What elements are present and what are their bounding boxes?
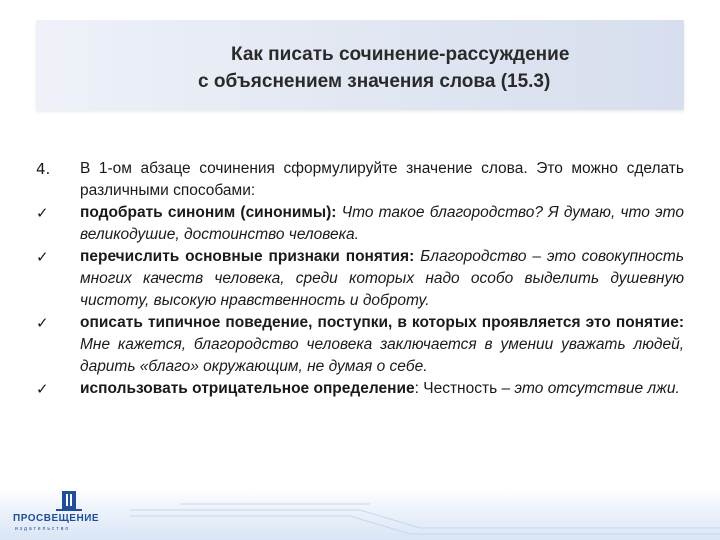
list-item-features	[36, 246, 684, 312]
title-banner	[36, 20, 684, 110]
list-item-negative	[36, 378, 684, 400]
list-item-behavior	[36, 312, 684, 378]
list-item-intro	[36, 158, 684, 202]
prosveshchenie-logo-icon	[56, 491, 82, 511]
checkmark-icon: ✓	[36, 380, 49, 398]
item-lead: использовать отрицательное определение	[80, 380, 415, 397]
checkmark-icon: ✓	[36, 314, 49, 332]
list-number: 4.	[36, 160, 51, 178]
item-example: Что такое благородство? Я думаю, что это великодушие, достоинство человека.	[80, 204, 684, 243]
item-lead: подобрать синоним (синонимы):	[80, 204, 337, 221]
publisher-logo-subtitle: издательство	[15, 526, 71, 532]
footer-decoration	[0, 488, 720, 540]
checkmark-icon: ✓	[36, 248, 49, 266]
page-title-line-1: Как писать сочинение-рассуждение	[231, 44, 570, 65]
item-connector: : Честность –	[414, 380, 515, 397]
content-list	[36, 158, 684, 400]
item-example: это отсутствие лжи.	[514, 380, 680, 397]
item-example: Благородство – это совокупность многих качеств человека, среди которых надо особо выделить душевную чистоту, высокую нравственность и доброту.	[80, 248, 684, 309]
publisher-logo-text: ПРОСВЕЩЕНИЕ	[13, 513, 100, 524]
checkmark-icon: ✓	[36, 204, 49, 222]
item-text: В 1-ом абзаце сочинения сформулируйте значение слова. Это можно сделать различными способами:	[80, 160, 684, 199]
footer-band	[0, 488, 720, 540]
list-item-synonym	[36, 202, 684, 246]
item-example: Мне кажется, благородство человека заключается в умении уважать людей, дарить «благо» окружающим, не думая о себе.	[80, 336, 684, 375]
item-lead: перечислить основные признаки понятия:	[80, 248, 415, 265]
page-title-line-2: с объяснением значения слова (15.3)	[198, 71, 551, 92]
item-lead: описать типичное поведение, поступки, в которых проявляется это понятие:	[80, 314, 684, 331]
